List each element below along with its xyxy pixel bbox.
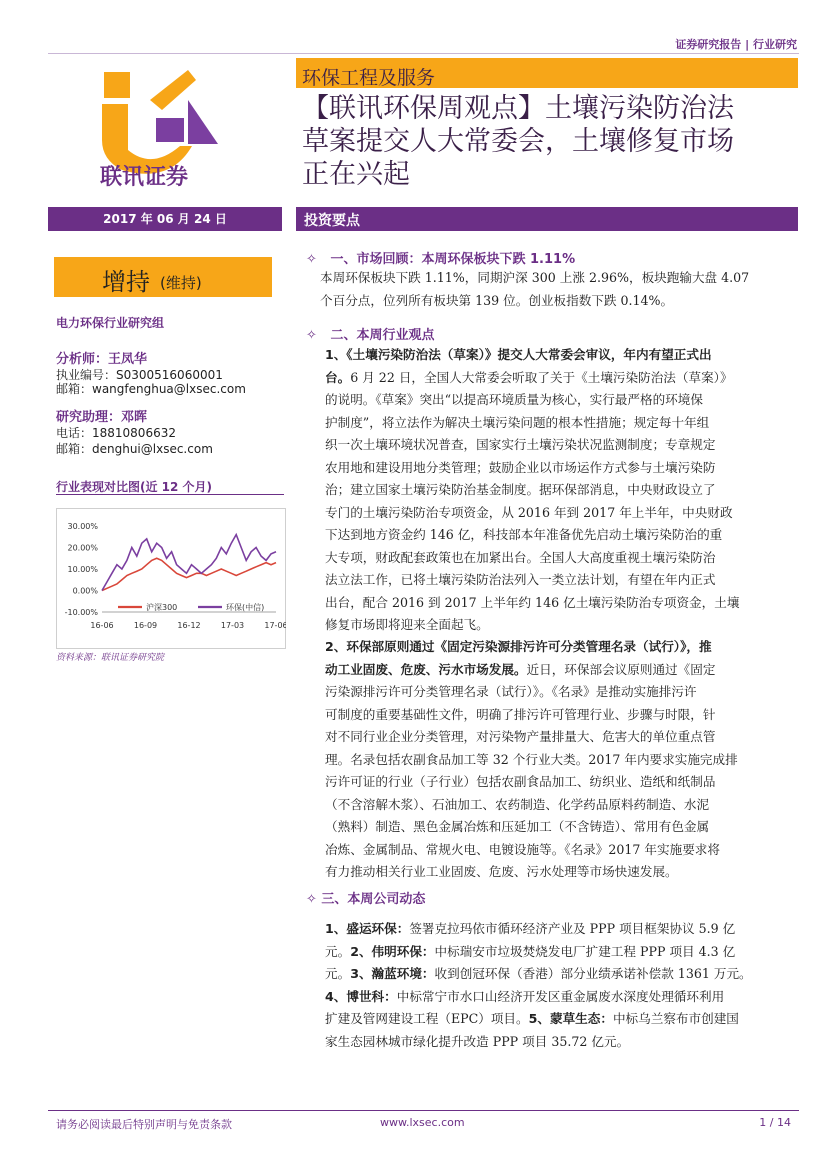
chart-title: 行业表现对比图(近 12 个月) xyxy=(56,480,213,494)
rating-sub: (维持) xyxy=(160,274,202,292)
top-divider xyxy=(48,53,799,54)
performance-chart xyxy=(56,500,286,650)
footer-disclaimer[interactable]: 请务必阅读最后特别声明与免责条款 xyxy=(56,1118,232,1131)
view1-body-line-9: 法立法工作，已将土壤污染防治法列入一类立法计划，有望在年内正式 xyxy=(325,572,716,587)
view2-body-line-3: 对不同行业企业分类管理，对污染物产量排量大、危害大的单位重点管 xyxy=(325,729,716,744)
assistant-email[interactable]: 邮箱：denghui@lxsec.com xyxy=(56,442,213,456)
views-paragraph-2 xyxy=(325,636,795,884)
view2-body xyxy=(325,681,795,884)
company-5b-text: 家生态园林城市绿化提升改造 PPP 项目 35.72 亿元。 xyxy=(325,1033,630,1049)
view2-lead-2: 动工业固废、危废、污水市场发展。 xyxy=(325,661,527,677)
views-paragraph-1 xyxy=(325,344,795,637)
analyst-cert: 执业编号：S0300516060001 xyxy=(56,368,223,382)
company-5-text: 中标乌兰察布市创建国 xyxy=(612,1011,739,1026)
market-heading: ✧ 一、市场回顾：本周环保板块下跌 1.11% xyxy=(306,252,576,267)
logo-text: 联讯证券 xyxy=(100,165,189,190)
company-heading: ✧ 三、本周公司动态 xyxy=(306,892,426,907)
section-bar xyxy=(296,207,798,231)
y-tick-label: 10.00% xyxy=(67,565,98,574)
company-logo xyxy=(92,60,242,190)
series-line-2 xyxy=(102,535,276,591)
chart-divider xyxy=(56,494,284,495)
category-label: 环保工程及服务 xyxy=(302,67,436,89)
x-tick-label: 16-12 xyxy=(177,621,201,630)
market-line-2: 个百分点，位列所有板块第 139 位。创业板指数下跌 0.14%。 xyxy=(320,292,674,308)
view1-lead-2-rest: 6 月 22 日，全国人大常委会听取了关于《土壤污染防治法（草案）》 xyxy=(350,369,733,385)
view2-body-line-8: 冶炼、金属制品、常规火电、电镀设施等。《名录》2017 年实施要求将 xyxy=(325,841,720,857)
views-heading-text: 二、本周行业观点 xyxy=(330,328,435,343)
view2-body-line-6: （不含溶解木浆）、石油加工、农药制造、化学药品原料药制造、水泥 xyxy=(325,796,710,812)
view1-lead-1: 1、《土壤污染防治法（草案）》提交人大常委会审议，年内有望正式出 xyxy=(325,347,712,362)
company-4b-text: 扩建及管网建设工程（EPC）项目。 xyxy=(325,1011,529,1026)
company-heading-text: 三、本周公司动态 xyxy=(321,892,426,907)
view2-body-line-7: （熟料）制造、黑色金属冶炼和压延加工（不含铸造）、常用有色金属 xyxy=(325,819,710,834)
research-group: 电力环保行业研究组 xyxy=(56,316,165,330)
report-title xyxy=(302,92,802,191)
title-line-2: 草案提交人大常委会，土壤修复市场 xyxy=(302,126,734,157)
view1-body-line-4: 农用地和建设用地分类管理；鼓励企业以市场运作方式参与土壤污染防 xyxy=(325,459,716,475)
company-3-name: 3、瀚蓝环境： xyxy=(350,966,435,981)
market-heading-text: 一、市场回顾：本周环保板块下跌 1.11% xyxy=(330,252,576,267)
company-1b-text: 元。 xyxy=(325,943,351,959)
company-2-name: 2、伟明环保： xyxy=(350,943,435,959)
view1-lead-2: 台。 xyxy=(325,369,351,385)
views-heading: ✧ 二、本周行业观点 xyxy=(306,328,435,343)
view2-lead-2-rest: 近日，环保部会议原则通过《固定 xyxy=(526,661,716,677)
assistant-phone: 电话：18810806632 xyxy=(56,426,176,440)
logo-mark-icon xyxy=(92,60,242,190)
view2-body-line-1: 污染源排污许可分类管理名录（试行）》。《名录》是推动实施排污许 xyxy=(325,684,697,699)
title-line-1: 【联讯环保周观点】土壤污染防治法 xyxy=(302,93,734,124)
x-tick-label: 17-03 xyxy=(220,621,245,630)
view2-body-line-2: 可制度的重要基础性文件，明确了排污许可管理行业、步骤与时限，针 xyxy=(325,706,716,722)
assistant-label: 研究助理：邓晖 xyxy=(56,410,148,425)
company-1-name: 1、盛运环保： xyxy=(325,921,410,936)
footer-website[interactable]: www.lxsec.com xyxy=(380,1116,465,1129)
view1-body xyxy=(325,389,795,637)
view2-body-line-5: 污许可证的行业（子行业）包括农副食品加工、纺织业、造纸和纸制品 xyxy=(325,774,716,789)
legend-label-2: 环保(中信) xyxy=(226,603,265,612)
rating-main: 增持 xyxy=(102,268,150,296)
y-tick-label: 0.00% xyxy=(72,586,98,596)
x-tick-label: 16-06 xyxy=(90,621,114,630)
view1-body-line-1: 的说明。《草案》突出“以提高环境质量为核心，实行最严格的环境保 xyxy=(325,392,703,407)
company-paragraph xyxy=(325,918,795,1053)
view1-body-line-5: 治；建立国家土壤污染防治基金制度。据环保部消息，中央财政设立了 xyxy=(325,482,716,497)
footer-divider xyxy=(48,1110,799,1111)
view2-body-line-9: 有力推动相关行业工业固废、危废、污水处理等市场快速发展。 xyxy=(325,864,678,879)
analyst-label: 分析师：王凤华 xyxy=(56,352,148,367)
view1-body-line-7: 下达到地方资金约 146 亿，科技部本年准备优先启动土壤污染防治的重 xyxy=(325,527,723,542)
view2-body-line-4: 理。名录包括农副食品加工等 32 个行业大类。2017 年内要求实施完成排 xyxy=(325,751,738,767)
legend-label-1: 沪深300 xyxy=(146,603,178,612)
section-label: 投资要点 xyxy=(304,213,360,229)
report-date: 2017 年 06 月 24 日 xyxy=(48,207,282,231)
view1-body-line-10: 出台，配合 2016 到 2017 上半年约 146 亿土壤污染防治专项资金，土壤 xyxy=(325,594,740,610)
view1-body-line-11: 修复市场即将迎来全面起飞。 xyxy=(325,617,489,632)
x-tick-label: 17-06 xyxy=(264,621,286,630)
page-number: 1 / 14 xyxy=(759,1116,791,1129)
company-4-text: 中标常宁市水口山经济开发区重金属废水深度处理循环利用 xyxy=(396,988,725,1004)
series-line-1 xyxy=(102,558,276,590)
view1-body-line-2: 护制度”，将立法作为解决土壤污染问题的根本性措施；规定每十年组 xyxy=(325,414,710,430)
view1-body-line-6: 专门的土壤污染防治专项资金，从 2016 年到 2017 年上半年，中央财政 xyxy=(325,504,733,520)
view1-body-line-8: 大专项，财政配套政策也在加紧出台。全国人大高度重视土壤污染防治 xyxy=(325,549,716,565)
y-tick-label: -10.00% xyxy=(64,608,98,617)
x-tick-label: 16-09 xyxy=(133,621,158,630)
market-paragraph xyxy=(320,267,796,312)
company-2b-text: 元。 xyxy=(325,966,351,981)
market-line-1: 本周环保板块下跌 1.11%，同期沪深 300 上涨 2.96%，板块跑输大盘 4.07 xyxy=(320,270,750,285)
title-line-3: 正在兴起 xyxy=(302,159,410,190)
report-type-tag: 证券研究报告 | 行业研究 xyxy=(675,38,797,51)
company-1-text: 签署克拉玛依市循环经济产业及 PPP 项目框架协议 5.9 亿 xyxy=(409,921,736,936)
y-tick-label: 20.00% xyxy=(67,543,98,553)
y-tick-label: 30.00% xyxy=(67,522,98,531)
analyst-email[interactable]: 邮箱：wangfenghua@lxsec.com xyxy=(56,382,246,396)
company-3-text: 收到创冠环保（香港）部分业绩承诺补偿款 1361 万元。 xyxy=(434,966,752,981)
chart-svg xyxy=(56,500,286,650)
company-4-name: 4、博世科： xyxy=(325,988,397,1004)
chart-source: 资料来源：联讯证券研究院 xyxy=(56,653,165,663)
company-2-text: 中标瑞安市垃圾焚烧发电厂扩建工程 PPP 项目 4.3 亿 xyxy=(434,943,736,959)
view2-lead-1: 2、环保部原则通过《固定污染源排污许可分类管理名录（试行）》，推 xyxy=(325,639,712,654)
company-5-name: 5、蒙草生态： xyxy=(528,1011,613,1026)
view1-body-line-3: 织一次土壤环境状况普查，国家实行土壤污染状况监测制度；专章规定 xyxy=(325,437,716,452)
